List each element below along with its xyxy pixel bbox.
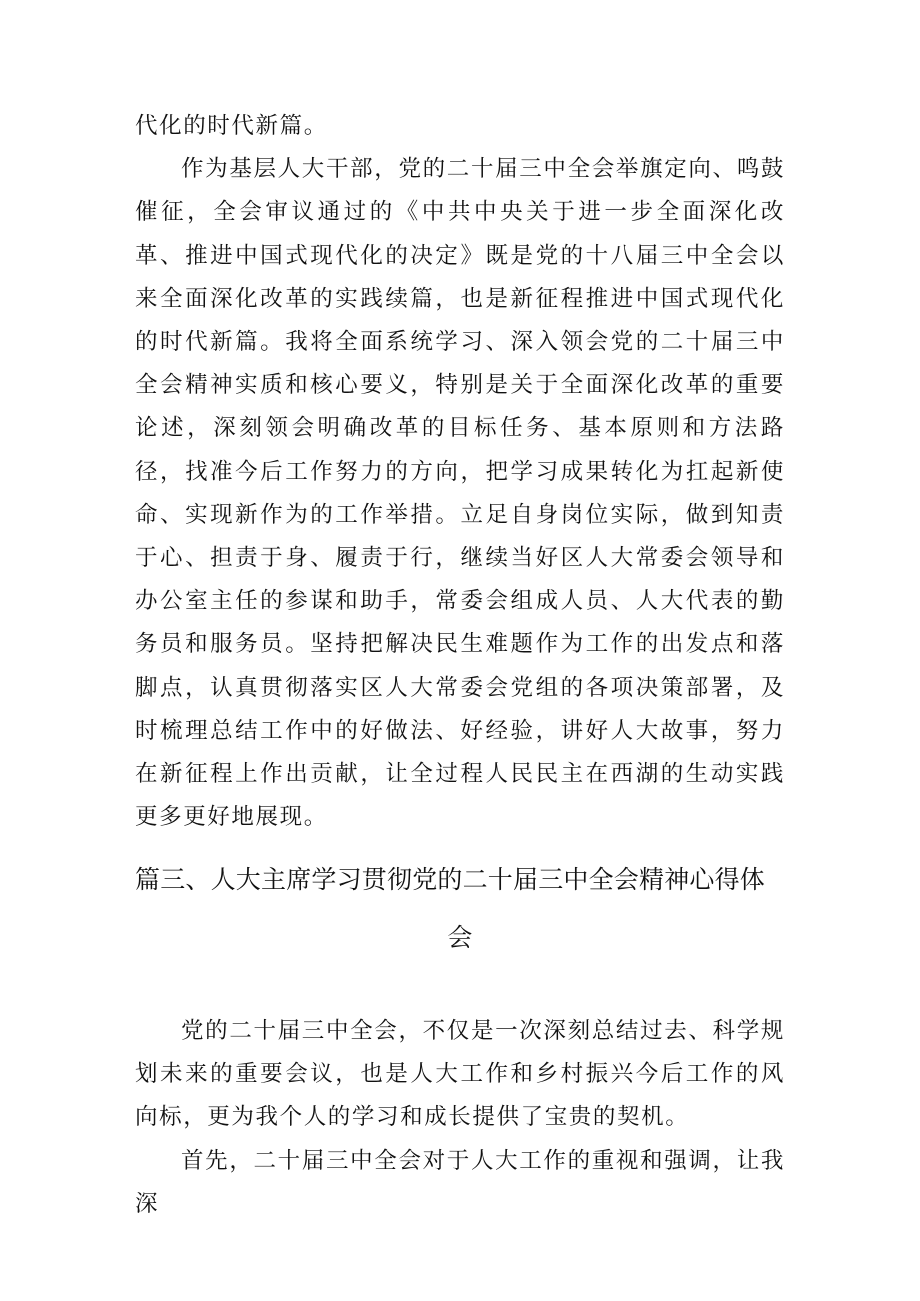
body-paragraph: 作为基层人大干部，党的二十届三中全会举旗定向、鸣鼓催征，全会审议通过的《中共中央关于进一步全面深化改革、推进中国式现代化的决定》既是党的十八届三中全会以来全面深化改革的实践续篇，也是新征程推进中国式现代化的时代新篇。我将全面系统学习、深入领会党的二十届三中全会精神实质和核心要义，特别是关于全面深化改革的重要论述，深刻领会明确改革的目标任务、基本原则和方法路径，找准今后工作努力的方向，把学习成果转化为扛起新使命、实现新作为的工作举措。立足自身岗位实际，做到知责于心、担责于身、履责于行，继续当好区人大常委会领导和办公室主任的参谋和助手，常委会组成人员、人大代表的勤务员和服务员。坚持把解决民生难题作为工作的出发点和落脚点，认真贯彻落实区人大常委会党组的各项决策部署，及时梳理总结工作中的好做法、好经验，讲好人大故事，努力在新征程上作出贡献，让全过程人民民主在西湖的生动实践更多更好地展现。 — [135, 156, 785, 831]
body-paragraph: 党的二十届三中全会，不仅是一次深刻总结过去、科学规划未来的重要会议，也是人大工作和乡村振兴今后工作的风向标，更为我个人的学习和成长提供了宝贵的契机。 — [135, 1018, 785, 1131]
body-paragraph: 首先，二十届三中全会对于人大工作的重视和强调，让我深 — [135, 1147, 785, 1217]
body-text-top — [135, 105, 785, 839]
section-heading-line1: 篇三、人大主席学习贯彻党的二十届三中全会精神心得体 — [135, 865, 766, 894]
section-heading-line2: 会 — [447, 923, 473, 952]
section-heading — [135, 854, 785, 964]
body-text-bottom — [135, 1010, 785, 1226]
continuation-line: 代化的时代新篇。 — [135, 113, 328, 139]
